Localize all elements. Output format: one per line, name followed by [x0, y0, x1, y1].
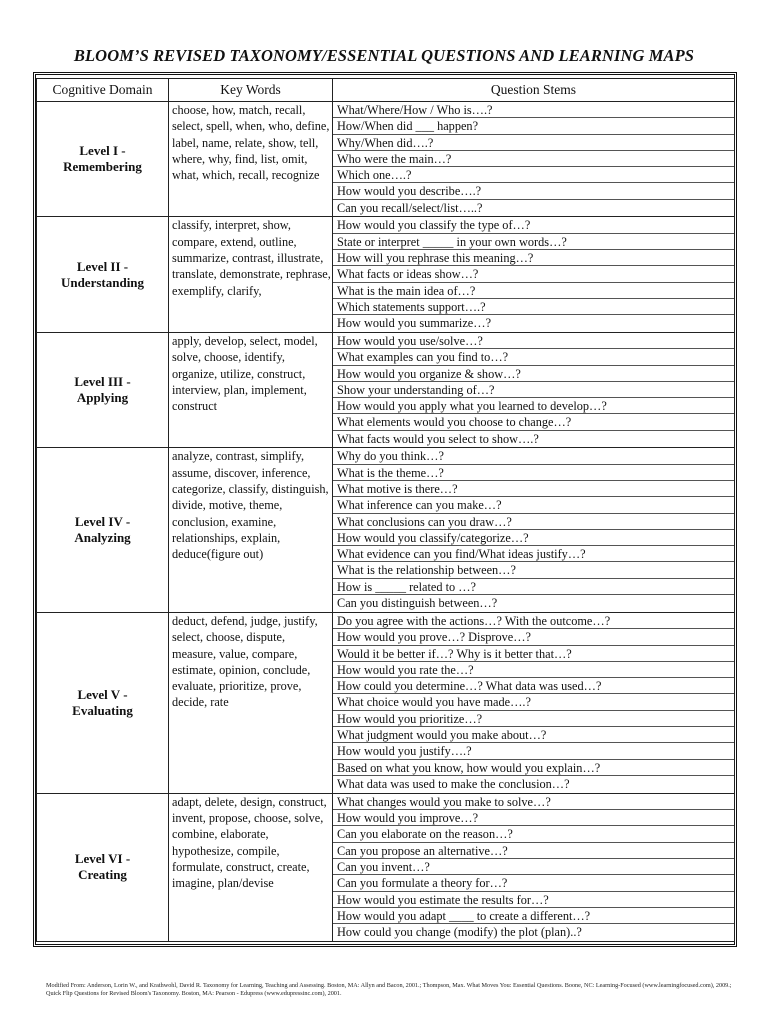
level-name-line: Creating: [78, 867, 127, 883]
taxonomy-table: [36, 78, 735, 942]
question-stem: How could you determine…? What data was used…?: [333, 678, 734, 694]
question-stem: What is the theme…?: [333, 465, 734, 481]
level-name-line: Level VI -: [74, 851, 131, 867]
level-name: [37, 448, 169, 613]
question-stem: How would you prioritize…?: [333, 711, 734, 727]
question-stem: What facts or ideas show…?: [333, 266, 734, 282]
page-title: BLOOM’S REVISED TAXONOMY/ESSENTIAL QUESTIONS AND LEARNING MAPS: [73, 46, 695, 65]
level-name-line: Level II -: [76, 258, 129, 274]
question-stem: How would you describe….?: [333, 183, 734, 199]
question-stem: How would you estimate the results for…?: [333, 892, 734, 908]
level-row: [37, 217, 735, 332]
question-stem: Who were the main…?: [333, 151, 734, 167]
question-stem: Based on what you know, how would you explain…?: [333, 760, 734, 776]
key-words-cell: classify, interpret, show, compare, extend, outline, summarize, contrast, illustrate, translate, demonstrate, rephrase, exemplify, clarify,: [169, 217, 333, 332]
header-cognitive-domain: Cognitive Domain: [37, 79, 169, 102]
level-row: [37, 448, 735, 613]
level-name-line: Level III -: [74, 374, 131, 390]
question-stems-cell: [333, 612, 735, 793]
question-stem: Can you elaborate on the reason…?: [333, 826, 734, 842]
question-stem: What inference can you make…?: [333, 497, 734, 513]
question-stem: Can you distinguish between…?: [337, 596, 498, 611]
level-name: [37, 793, 169, 941]
question-stem: How will you rephrase this meaning…?: [333, 250, 734, 266]
question-stem: Why/When did….?: [333, 135, 734, 151]
question-stem: What evidence can you find/What ideas justify…?: [333, 546, 734, 562]
question-stem: What data was used to make the conclusion…?: [337, 776, 570, 791]
question-stem: What examples can you find to…?: [333, 349, 734, 365]
question-stem: State or interpret _____ in your own words…?: [333, 234, 734, 250]
question-stem: How is _____ related to …?: [333, 579, 734, 595]
question-stem: Which statements support….?: [333, 299, 734, 315]
level-row: [37, 612, 735, 793]
level-name-line: Remembering: [63, 159, 142, 175]
question-stem: Can you propose an alternative…?: [333, 843, 734, 859]
question-stems-cell: [333, 448, 735, 613]
question-stem: What/Where/How / Who is….?: [333, 102, 734, 118]
footer-citation: Modified From: Anderson, Lorin W., and Krathwohl, David R. Taxonomy for Learning, Teaching and Assessing. Boston, MA: Allyn and Bacon, 2001.; Thompson, Max. What Moves You: Essential Questions. Boone, NC: Learning-Focused (www.learningfocused.com), 2009.; Quick Flip Questions for Revised Bloom's Taxonomy. Boston, MA: Pearson - Edupress (www.edupressinc.com), 2001.: [46, 982, 732, 998]
question-stem: How would you adapt ____ to create a different…?: [333, 908, 734, 924]
level-name-line: Applying: [76, 390, 129, 406]
level-name-line: Understanding: [60, 274, 145, 290]
question-stem: How would you classify/categorize…?: [333, 530, 734, 546]
question-stem: How would you justify….?: [333, 743, 734, 759]
question-stem: Can you formulate a theory for…?: [333, 875, 734, 891]
question-stems-cell: [333, 793, 735, 941]
question-stems-cell: [333, 332, 735, 447]
header-question-stems: Question Stems: [333, 79, 735, 102]
question-stem: How would you prove…? Disprove…?: [333, 629, 734, 645]
question-stem: What choice would you have made….?: [333, 694, 734, 710]
question-stem: Show your understanding of…?: [333, 382, 734, 398]
question-stem: How would you use/solve…?: [333, 333, 734, 349]
question-stem: How would you rate the…?: [333, 662, 734, 678]
level-name: [37, 612, 169, 793]
key-words-cell: deduct, defend, judge, justify, select, choose, dispute, measure, value, compare, estimate, opinion, conclude, evaluate, prioritize, prove, decide, rate: [169, 612, 333, 793]
level-row: [37, 793, 735, 941]
question-stem: How could you change (modify) the plot (plan)..?: [337, 925, 582, 940]
question-stem: How/When did ___ happen?: [333, 118, 734, 134]
question-stem: How would you classify the type of…?: [333, 217, 734, 233]
question-stem: Do you agree with the actions…? With the outcome…?: [333, 613, 734, 629]
question-stem: How would you improve…?: [333, 810, 734, 826]
key-words-cell: adapt, delete, design, construct, invent, propose, choose, solve, combine, elaborate, hypothesize, compile, formulate, construct, create, imagine, plan/devise: [169, 793, 333, 941]
header-key-words: Key Words: [169, 79, 333, 102]
question-stems-cell: [333, 217, 735, 332]
question-stem: Can you recall/select/list…..?: [337, 200, 483, 215]
question-stem: What changes would you make to solve…?: [333, 794, 734, 810]
question-stem: What is the main idea of…?: [333, 283, 734, 299]
question-stem: What conclusions can you draw…?: [333, 514, 734, 530]
level-name-line: Evaluating: [72, 702, 133, 718]
key-words-cell: apply, develop, select, model, solve, choose, identify, organize, utilize, construct, interview, plan, implement, construct: [169, 332, 333, 447]
level-row: [37, 332, 735, 447]
question-stem: Would it be better if…? Why is it better that…?: [333, 646, 734, 662]
level-name-line: Level V -: [77, 686, 128, 702]
level-name: [37, 217, 169, 332]
question-stem: What motive is there…?: [333, 481, 734, 497]
question-stem: What facts would you select to show….?: [337, 431, 539, 446]
level-name-line: Analyzing: [74, 530, 131, 546]
level-name: [37, 102, 169, 217]
question-stem: How would you organize & show…?: [333, 366, 734, 382]
question-stems-cell: [333, 102, 735, 217]
level-name-line: Level I -: [79, 143, 126, 159]
key-words-cell: analyze, contrast, simplify, assume, discover, inference, categorize, classify, distinguish, divide, motive, theme, conclusion, examine, relationships, explain, deduce(figure out): [169, 448, 333, 613]
question-stem: What elements would you choose to change…?: [333, 414, 734, 430]
header-row: [37, 79, 735, 102]
question-stem: Why do you think…?: [333, 448, 734, 464]
level-name: [37, 332, 169, 447]
key-words-cell: choose, how, match, recall, select, spell, when, who, define, label, name, relate, show, tell, where, why, find, list, omit, what, which, recall, recognize: [169, 102, 333, 217]
question-stem: How would you apply what you learned to develop…?: [333, 398, 734, 414]
question-stem: Which one….?: [333, 167, 734, 183]
question-stem: What is the relationship between…?: [333, 562, 734, 578]
question-stem: How would you summarize…?: [337, 316, 492, 331]
level-row: [37, 102, 735, 217]
question-stem: What judgment would you make about…?: [333, 727, 734, 743]
level-name-line: Level IV -: [74, 514, 131, 530]
question-stem: Can you invent…?: [333, 859, 734, 875]
